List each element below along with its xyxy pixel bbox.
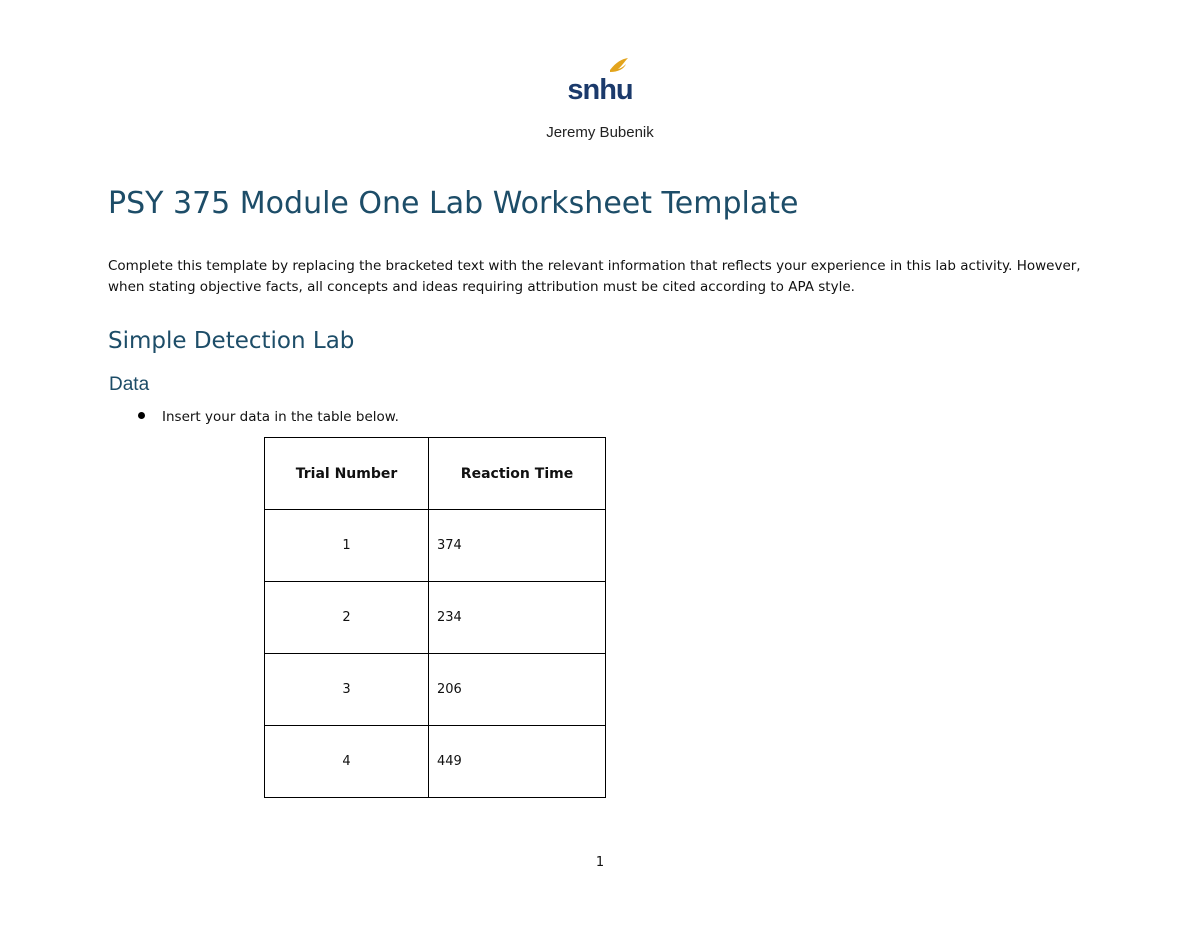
table-row <box>265 654 606 726</box>
bullet-item <box>138 409 399 425</box>
header-trial-number: Trial Number <box>265 438 429 510</box>
table-header-row <box>265 438 606 510</box>
author-name: Jeremy Bubenik <box>546 124 654 141</box>
header-reaction-time: Reaction Time <box>429 438 606 510</box>
document-title: PSY 375 Module One Lab Worksheet Template <box>108 186 799 221</box>
trial-number-cell: 3 <box>265 654 429 726</box>
table-row <box>265 726 606 798</box>
bullet-icon <box>138 412 145 419</box>
reaction-time-cell: 234 <box>429 582 606 654</box>
logo-text: snhu <box>567 74 633 106</box>
table-row <box>265 582 606 654</box>
bullet-text: Insert your data in the table below. <box>162 409 399 425</box>
reaction-time-cell: 206 <box>429 654 606 726</box>
data-table <box>264 437 606 798</box>
trial-number-cell: 4 <box>265 726 429 798</box>
reaction-time-cell: 449 <box>429 726 606 798</box>
table-row <box>265 510 606 582</box>
trial-number-cell: 1 <box>265 510 429 582</box>
snhu-logo <box>560 56 640 106</box>
trial-number-cell: 2 <box>265 582 429 654</box>
section-heading: Simple Detection Lab <box>108 328 355 354</box>
reaction-time-cell: 374 <box>429 510 606 582</box>
instructions-paragraph: Complete this template by replacing the bracketed text with the relevant information that reflects your experience in this lab activity. However, when stating objective facts, all concepts and ideas requiring attribution must be cited according to APA style. <box>108 258 1081 295</box>
page-number: 1 <box>595 855 605 870</box>
data-subheading: Data <box>109 374 150 395</box>
